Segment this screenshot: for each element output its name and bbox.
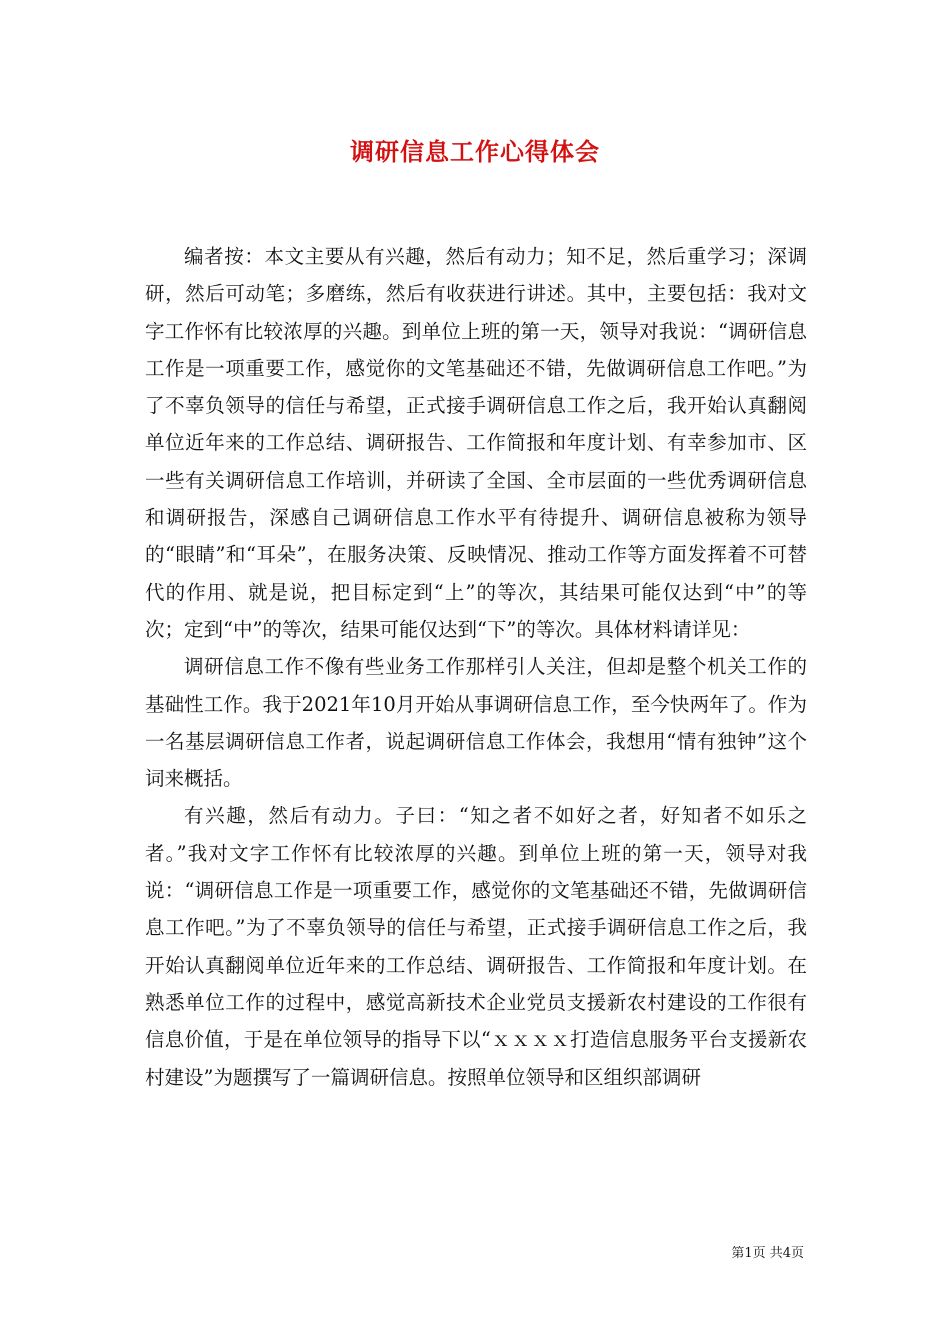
document-body	[145, 238, 807, 1096]
paragraph-interest: 有兴趣，然后有动力。子曰：“知之者不如好之者，好知者不如乐之者。”我对文字工作怀有比较浓厚的兴趣。到单位上班的第一天，领导对我说：“调研信息工作是一项重要工作，感觉你的文笔基础还不错，先做调研信息工作吧。”为了不辜负领导的信任与希望，正式接手调研信息工作之后，我开始认真翻阅单位近年来的工作总结、调研报告、工作简报和年度计划。在熟悉单位工作的过程中，感觉高新技术企业党员支援新农村建设的工作很有信息价值，于是在单位领导的指导下以“ｘｘｘｘ打造信息服务平台支援新农村建设”为题撰写了一篇调研信息。按照单位领导和区组织部调研	[145, 804, 807, 1089]
document-title: 调研信息工作心得体会	[350, 137, 600, 166]
page-number: 第1页 共4页	[731, 1246, 804, 1261]
paragraph-intro: 调研信息工作不像有些业务工作那样引人关注，但却是整个机关工作的基础性工作。我于2021年10月开始从事调研信息工作，至今快两年了。作为一名基层调研信息工作者，说起调研信息工作体会，我想用“情有独钟”这个词来概括。	[145, 655, 807, 791]
paragraph-editor-note: 编者按：本文主要从有兴趣，然后有动力；知不足，然后重学习；深调研，然后可动笔；多磨练，然后有收获进行讲述。其中，主要包括：我对文字工作怀有比较浓厚的兴趣。到单位上班的第一天，领导对我说：“调研信息工作是一项重要工作，感觉你的文笔基础还不错，先做调研信息工作吧。”为了不辜负领导的信任与希望，正式接手调研信息工作之后，我开始认真翻阅单位近年来的工作总结、调研报告、工作简报和年度计划、有幸参加市、区一些有关调研信息工作培训，并研读了全国、全市层面的一些优秀调研信息和调研报告，深感自己调研信息工作水平有待提升、调研信息被称为领导的“眼睛”和“耳朵”，在服务决策、反映情况、推动工作等方面发挥着不可替代的作用、就是说，把目标定到“上”的等次，其结果可能仅达到“中”的等次；定到“中”的等次，结果可能仅达到“下”的等次。具体材料请详见：	[145, 245, 807, 641]
